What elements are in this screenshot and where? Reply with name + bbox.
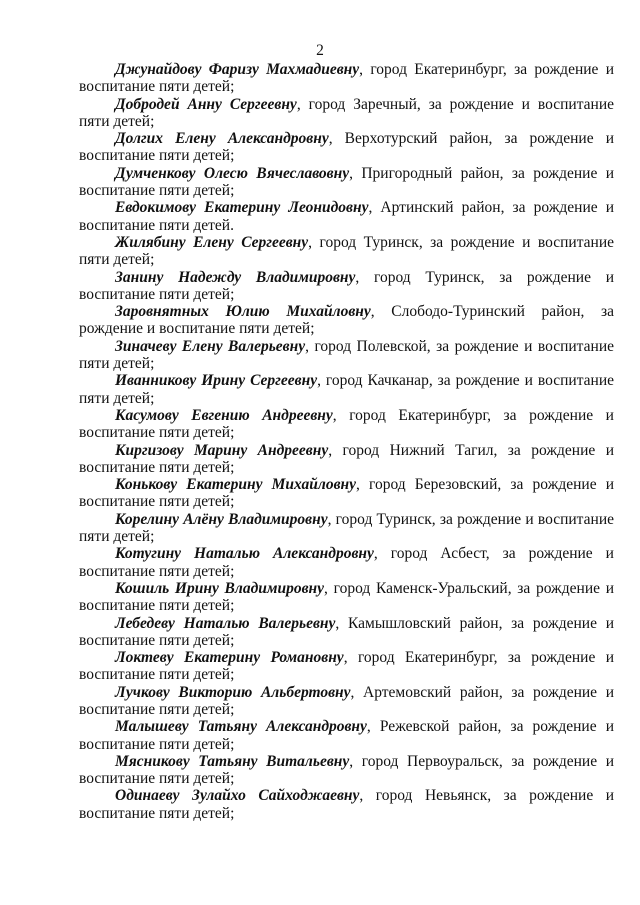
recipient-name: Касумову Евгению Андреевну <box>115 406 333 424</box>
award-entry <box>79 303 614 338</box>
recipient-name: Котугину Наталью Александровну <box>115 545 374 563</box>
recipient-name: Иванникову Ирину Сергеевну <box>115 372 318 390</box>
recipient-name: Конькову Екатерину Михайловну <box>115 476 357 494</box>
award-details: , город Туринск, за рождение и воспитание пяти детей; <box>79 233 615 269</box>
award-details: , город Первоуральск, за рождение и воспитание пяти детей; <box>79 752 614 788</box>
award-entry <box>79 269 614 304</box>
recipient-name: Долгих Елену Александровну <box>115 130 329 148</box>
award-details: , Камышловский район, за рождение и воспитание пяти детей; <box>79 614 614 649</box>
award-entry <box>79 61 614 96</box>
award-entry <box>79 753 614 788</box>
recipient-name: Локтеву Екатерину Романовну <box>115 649 344 667</box>
award-details: , город Березовский, за рождение и воспитание пяти детей; <box>79 476 614 511</box>
award-entry <box>79 476 614 511</box>
award-entry <box>79 234 614 269</box>
award-entry <box>79 372 614 407</box>
award-entry <box>79 580 614 615</box>
recipient-name: Киргизову Марину Андреевну <box>115 441 329 459</box>
award-details: , город Полевской, за рождение и воспитание пяти детей; <box>79 337 614 373</box>
award-entry <box>79 545 614 580</box>
award-entry <box>79 96 614 131</box>
recipient-name: Лучкову Викторию Альбертовну <box>115 683 351 701</box>
award-list <box>79 61 614 822</box>
award-entry <box>79 407 614 442</box>
award-details: , город Екатеринбург, за рождение и воспитание пяти детей; <box>79 61 614 96</box>
award-details: , город Каменск-Уральский, за рождение и воспитание пяти детей; <box>79 579 614 615</box>
award-entry <box>79 130 614 165</box>
award-details: , город Туринск, за рождение и воспитание пяти детей; <box>79 268 615 303</box>
award-entry <box>79 199 614 234</box>
award-details: , Артемовский район, за рождение и воспитание пяти детей; <box>79 683 614 718</box>
recipient-name: Добродей Анну Сергеевну <box>115 95 297 113</box>
page-number: 2 <box>316 42 324 59</box>
recipient-name: Евдокимову Екатерину Леонидовну <box>115 199 369 217</box>
award-entry <box>79 718 614 753</box>
award-entry <box>79 442 614 477</box>
award-details: , город Нижний Тагил, за рождение и воспитание пяти детей; <box>79 441 615 476</box>
recipient-name: Джунайдову Фаризу Махмадиевну <box>115 61 360 78</box>
award-entry <box>79 338 614 373</box>
award-details: , город Екатеринбург, за рождение и воспитание пяти детей; <box>79 406 614 442</box>
recipient-name: Занину Надежду Владимировну <box>115 268 356 286</box>
award-details: , Режевской район, за рождение и воспитание пяти детей; <box>79 718 614 753</box>
recipient-name: Жилябину Елену Сергеевну <box>115 233 309 251</box>
award-details: , Верхотурский район, за рождение и воспитание пяти детей; <box>79 130 614 165</box>
recipient-name: Корелину Алёну Владимировну <box>115 510 328 528</box>
recipient-name: Одинаеву Зулайхо Сайходжаевну <box>115 787 360 805</box>
award-entry <box>79 615 614 650</box>
award-entry <box>79 165 614 200</box>
recipient-name: Лебедеву Наталью Валерьевну <box>115 614 336 632</box>
recipient-name: Думченкову Олесю Вячеславовну <box>115 164 350 182</box>
award-entry <box>79 649 614 684</box>
recipient-name: Малышеву Татьяну Александровну <box>115 718 367 736</box>
recipient-name: Заровнятных Юлию Михайловну <box>115 303 371 321</box>
recipient-name: Зиначеву Елену Валерьевну <box>115 337 306 355</box>
award-details: , Слободо-Туринский район, за рождение и воспитание пяти детей; <box>79 303 614 338</box>
award-details: , город Качканар, за рождение и воспитание пяти детей; <box>79 372 615 407</box>
award-entry <box>79 684 614 719</box>
award-details: , город Туринск, за рождение и воспитание пяти детей; <box>79 510 614 546</box>
award-details: , город Екатеринбург, за рождение и воспитание пяти детей; <box>79 649 614 684</box>
recipient-name: Кошиль Ирину Владимировну <box>115 579 325 597</box>
award-entry <box>79 787 614 822</box>
recipient-name: Мясникову Татьяну Витальевну <box>115 752 350 770</box>
award-entry <box>79 511 614 546</box>
award-details: , Артинский район, за рождение и воспитание пяти детей. <box>79 199 614 234</box>
award-details: , Пригородный район, за рождение и воспитание пяти детей; <box>79 164 614 200</box>
award-details: , город Заречный, за рождение и воспитание пяти детей; <box>79 95 615 130</box>
award-details: , город Невьянск, за рождение и воспитание пяти детей; <box>79 787 615 822</box>
award-details: , город Асбест, за рождение и воспитание пяти детей; <box>79 545 614 580</box>
